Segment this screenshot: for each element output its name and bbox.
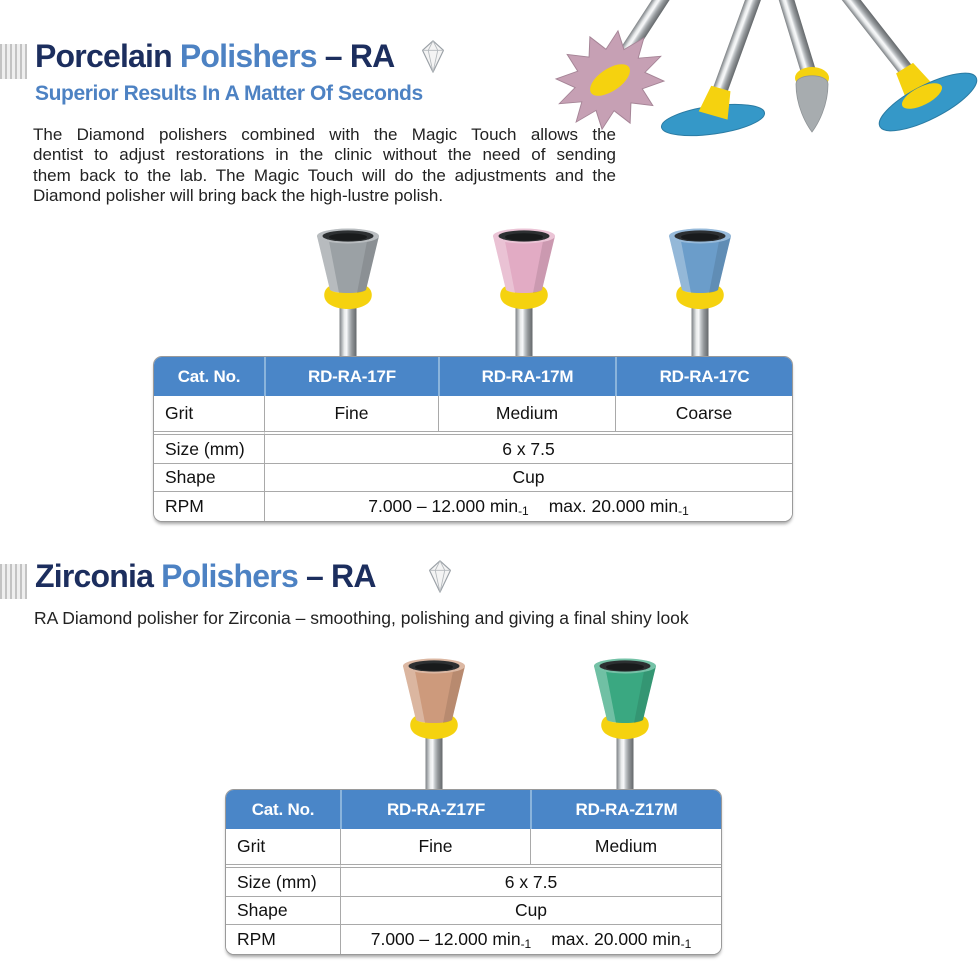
porcelain-spec-table — [153, 356, 793, 522]
disc-polisher-icon — [660, 84, 767, 140]
cup-disc-polisher-icon — [872, 60, 980, 140]
table-row-grit — [154, 396, 792, 431]
title-part: Porcelain — [35, 38, 172, 74]
diamond-icon — [414, 38, 452, 76]
col-header-cat: RD-RA-17F — [264, 357, 438, 396]
page-title-zirconia — [35, 560, 376, 592]
cell-grit: Medium — [438, 396, 615, 431]
table-row-size — [226, 864, 721, 896]
product-image-rd-ra-z17f — [394, 652, 474, 790]
title-part: – RA — [324, 38, 395, 74]
cell-size: 6 x 7.5 — [340, 864, 721, 896]
cell-shape: Cup — [340, 896, 721, 924]
cell-grit: Coarse — [615, 396, 792, 431]
flame-polisher-icon — [795, 67, 829, 132]
col-header-cat: RD-RA-Z17F — [340, 790, 530, 829]
title-part: Polishers — [179, 38, 317, 74]
cell-grit: Medium — [530, 829, 721, 864]
zirconia-description: RA Diamond polisher for Zirconia – smoothing, polishing and giving a final shiny look — [34, 608, 689, 628]
row-label: RPM — [226, 924, 340, 954]
col-header-cat: RD-RA-Z17M — [530, 790, 721, 829]
cell-shape: Cup — [264, 463, 792, 491]
row-label: Size (mm) — [226, 864, 340, 896]
section-marker — [0, 44, 27, 79]
table-row-shape — [154, 463, 792, 491]
table-row-size — [154, 431, 792, 463]
row-label: Size (mm) — [154, 431, 264, 463]
paragraph-line: The Diamond polishers combined with the Magic Touch allows the — [33, 125, 616, 144]
col-header-cat-no: Cat. No. — [226, 790, 340, 829]
product-image-rd-ra-17f — [308, 222, 388, 360]
paragraph-line: them back to the lab. The Magic Touch will do the adjustments and the — [33, 165, 616, 185]
title-part: Polishers — [161, 558, 298, 594]
spiral-wheel-polisher-icon — [539, 13, 681, 140]
cell-rpm: 7.000 – 12.000 $\min_{-1} \max$. 20.000 $\min_{-1}$ — [264, 491, 792, 521]
col-header-cat: RD-RA-17C — [615, 357, 792, 396]
diamond-icon — [421, 558, 459, 596]
intro-paragraph — [33, 125, 616, 207]
flame-shaft — [754, 0, 815, 72]
row-label: Grit — [154, 396, 264, 431]
paragraph-line: dentist to adjust restorations in the clinic without the need of sending — [33, 145, 616, 165]
table-header-row — [226, 790, 721, 829]
cell-grit: Fine — [340, 829, 530, 864]
cell-size: 6 x 7.5 — [264, 431, 792, 463]
product-image-rd-ra-17m — [484, 222, 564, 360]
col-header-cat: RD-RA-17M — [438, 357, 615, 396]
product-image-rd-ra-z17m — [585, 652, 665, 790]
title-part: Zirconia — [35, 558, 154, 594]
row-label: RPM — [154, 491, 264, 521]
title-part: – RA — [305, 558, 376, 594]
table-header-row — [154, 357, 792, 396]
row-label: Grit — [226, 829, 340, 864]
cell-grit: Fine — [264, 396, 438, 431]
polisher-tools-photo — [538, 0, 980, 140]
section-marker — [0, 564, 27, 599]
table-row-rpm — [154, 491, 792, 521]
row-label: Shape — [226, 896, 340, 924]
table-row-rpm — [226, 924, 721, 954]
row-label: Shape — [154, 463, 264, 491]
zirconia-spec-table — [225, 789, 722, 955]
col-header-cat-no: Cat. No. — [154, 357, 264, 396]
disc-shaft — [711, 0, 780, 99]
product-image-rd-ra-17c — [660, 222, 740, 360]
page-title-porcelain — [35, 40, 394, 72]
section-subtitle: Superior Results In A Matter Of Seconds — [35, 82, 423, 105]
cup-disc-shaft — [802, 0, 912, 75]
paragraph-line: Diamond polisher will bring back the high-lustre polish. — [33, 186, 444, 206]
table-row-shape — [226, 896, 721, 924]
table-row-grit — [226, 829, 721, 864]
cell-rpm: 7.000 – 12.000 $\min_{-1} \max$. 20.000 $\min_{-1}$ — [340, 924, 721, 954]
